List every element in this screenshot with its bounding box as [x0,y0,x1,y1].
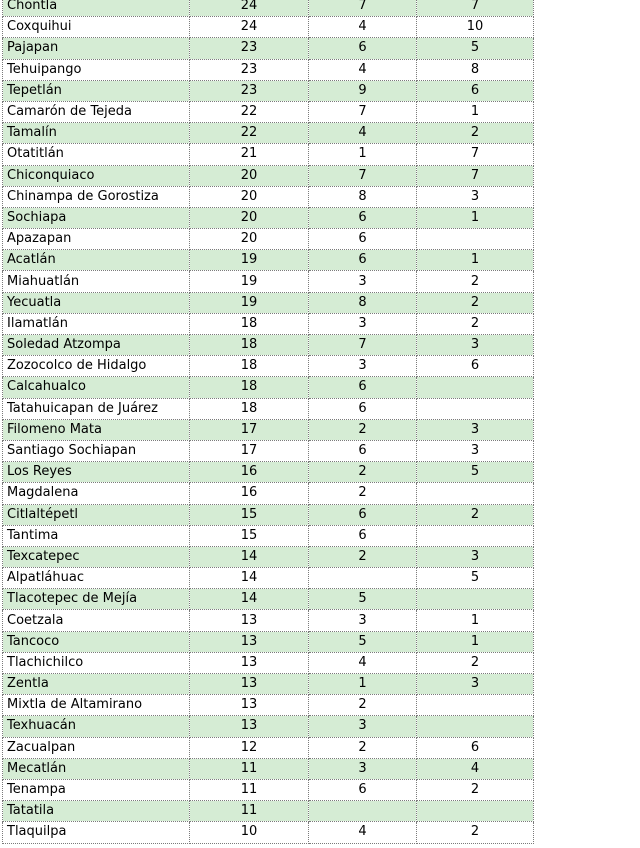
value-cell-1: 15 [190,525,309,546]
value-cell-2: 2 [309,737,417,758]
value-cell-2: 6 [309,440,417,461]
value-cell-3: 7 [417,0,534,17]
table-row [3,59,534,80]
value-cell-3 [417,229,534,250]
value-cell-3: 7 [417,165,534,186]
value-cell-2: 3 [309,356,417,377]
value-cell-3: 2 [417,313,534,334]
municipality-cell: Ilamatlán [3,313,190,334]
table-row [3,779,534,800]
value-cell-3: 5 [417,568,534,589]
table-row [3,165,534,186]
municipality-cell: Tlachichilco [3,652,190,673]
table-row [3,292,534,313]
value-cell-2: 6 [309,504,417,525]
table-row [3,462,534,483]
municipality-cell: Texcatepec [3,546,190,567]
municipality-cell: Soledad Atzompa [3,335,190,356]
municipality-cell: Tepetlán [3,80,190,101]
value-cell-3 [417,525,534,546]
value-cell-3: 2 [417,292,534,313]
municipality-cell: Apazapan [3,229,190,250]
table-row [3,101,534,122]
table-row [3,801,534,822]
table-row [3,80,534,101]
value-cell-2: 5 [309,631,417,652]
municipality-cell: Magdalena [3,483,190,504]
municipality-cell: Calcahualco [3,377,190,398]
table-row [3,652,534,673]
value-cell-2: 2 [309,483,417,504]
value-cell-1: 11 [190,758,309,779]
value-cell-2: 6 [309,38,417,59]
value-cell-3: 1 [417,610,534,631]
table-row [3,440,534,461]
value-cell-3 [417,801,534,822]
municipality-cell: Tancoco [3,631,190,652]
value-cell-3 [417,695,534,716]
municipality-cell: Pajapan [3,38,190,59]
table-row [3,335,534,356]
value-cell-2: 1 [309,144,417,165]
municipality-cell: Santiago Sochiapan [3,440,190,461]
table-row [3,695,534,716]
value-cell-3: 2 [417,779,534,800]
value-cell-2: 1 [309,674,417,695]
value-cell-3 [417,589,534,610]
municipality-cell: Alpatláhuac [3,568,190,589]
value-cell-1: 20 [190,186,309,207]
value-cell-1: 23 [190,38,309,59]
value-cell-3: 3 [417,440,534,461]
value-cell-3: 2 [417,504,534,525]
municipality-cell: Filomeno Mata [3,419,190,440]
value-cell-1: 12 [190,737,309,758]
value-cell-3: 2 [417,822,534,843]
value-cell-2: 6 [309,779,417,800]
municipality-cell: Tlaquilpa [3,822,190,843]
value-cell-1: 13 [190,674,309,695]
municipality-cell: Coxquihui [3,17,190,38]
value-cell-3: 1 [417,101,534,122]
municipality-cell: Camarón de Tejeda [3,101,190,122]
value-cell-2: 6 [309,229,417,250]
value-cell-2: 4 [309,123,417,144]
municipality-cell: Tatatila [3,801,190,822]
value-cell-1: 17 [190,440,309,461]
value-cell-1: 20 [190,207,309,228]
municipality-cell: Mixtla de Altamirano [3,695,190,716]
value-cell-3: 5 [417,462,534,483]
value-cell-1: 14 [190,546,309,567]
value-cell-2: 9 [309,80,417,101]
municipality-cell: Los Reyes [3,462,190,483]
table-row [3,398,534,419]
value-cell-1: 13 [190,631,309,652]
value-cell-2: 7 [309,165,417,186]
table-row [3,758,534,779]
value-cell-2: 7 [309,101,417,122]
value-cell-1: 14 [190,568,309,589]
value-cell-1: 22 [190,123,309,144]
value-cell-2: 6 [309,377,417,398]
municipality-cell: Tenampa [3,779,190,800]
municipality-cell: Tehuipango [3,59,190,80]
value-cell-3: 2 [417,123,534,144]
value-cell-1: 14 [190,589,309,610]
value-cell-2: 4 [309,17,417,38]
value-cell-3: 3 [417,674,534,695]
value-cell-2: 2 [309,462,417,483]
value-cell-1: 18 [190,356,309,377]
value-cell-3 [417,398,534,419]
table-row [3,737,534,758]
table-row [3,144,534,165]
value-cell-3: 3 [417,335,534,356]
table-row [3,525,534,546]
value-cell-1: 24 [190,0,309,17]
value-cell-2: 2 [309,695,417,716]
value-cell-3: 6 [417,80,534,101]
value-cell-3 [417,483,534,504]
table-row [3,229,534,250]
value-cell-3: 2 [417,652,534,673]
municipality-cell: Otatitlán [3,144,190,165]
municipality-cell: Chontla [3,0,190,17]
value-cell-2: 4 [309,59,417,80]
value-cell-3: 3 [417,546,534,567]
table-row [3,250,534,271]
value-cell-2: 4 [309,652,417,673]
table-row [3,546,534,567]
value-cell-2: 6 [309,207,417,228]
table-row [3,589,534,610]
value-cell-2: 3 [309,313,417,334]
table-body [3,0,534,843]
value-cell-3: 1 [417,631,534,652]
table-row [3,17,534,38]
value-cell-2: 3 [309,758,417,779]
value-cell-3: 6 [417,737,534,758]
municipality-cell: Texhuacán [3,716,190,737]
table-row [3,568,534,589]
value-cell-1: 21 [190,144,309,165]
value-cell-2: 2 [309,419,417,440]
value-cell-1: 13 [190,652,309,673]
table-row [3,313,534,334]
value-cell-1: 13 [190,695,309,716]
value-cell-1: 24 [190,17,309,38]
municipality-cell: Chinampa de Gorostiza [3,186,190,207]
value-cell-1: 23 [190,80,309,101]
table-row [3,483,534,504]
table-row [3,631,534,652]
municipality-cell: Coetzala [3,610,190,631]
table-row [3,0,534,17]
value-cell-1: 23 [190,59,309,80]
municipality-cell: Acatlán [3,250,190,271]
value-cell-1: 13 [190,716,309,737]
value-cell-3 [417,716,534,737]
value-cell-3: 5 [417,38,534,59]
value-cell-2: 5 [309,589,417,610]
table-row [3,419,534,440]
value-cell-1: 13 [190,610,309,631]
value-cell-1: 19 [190,271,309,292]
value-cell-1: 18 [190,398,309,419]
value-cell-2: 3 [309,610,417,631]
municipality-cell: Sochiapa [3,207,190,228]
municipality-cell: Citlaltépetl [3,504,190,525]
value-cell-1: 18 [190,377,309,398]
table-row [3,38,534,59]
value-cell-1: 18 [190,313,309,334]
municipality-cell: Zozocolco de Hidalgo [3,356,190,377]
table-row [3,356,534,377]
value-cell-2: 8 [309,292,417,313]
value-cell-1: 16 [190,483,309,504]
municipality-cell: Tamalín [3,123,190,144]
value-cell-2 [309,568,417,589]
value-cell-1: 11 [190,801,309,822]
value-cell-3: 6 [417,356,534,377]
value-cell-1: 15 [190,504,309,525]
municipality-cell: Tantima [3,525,190,546]
municipality-cell: Yecuatla [3,292,190,313]
value-cell-3: 3 [417,186,534,207]
value-cell-1: 16 [190,462,309,483]
table-row [3,822,534,843]
table-row [3,610,534,631]
municipality-table [2,0,534,844]
value-cell-3: 1 [417,250,534,271]
value-cell-1: 19 [190,250,309,271]
value-cell-1: 17 [190,419,309,440]
value-cell-1: 20 [190,165,309,186]
value-cell-3: 10 [417,17,534,38]
value-cell-3: 7 [417,144,534,165]
value-cell-3: 8 [417,59,534,80]
value-cell-2: 3 [309,271,417,292]
municipality-cell: Zentla [3,674,190,695]
value-cell-1: 10 [190,822,309,843]
table-row [3,207,534,228]
table-row [3,123,534,144]
value-cell-1: 22 [190,101,309,122]
value-cell-2: 6 [309,398,417,419]
table-row [3,186,534,207]
value-cell-3: 1 [417,207,534,228]
value-cell-2: 6 [309,525,417,546]
value-cell-2: 3 [309,716,417,737]
table-row [3,271,534,292]
municipality-cell: Mecatlán [3,758,190,779]
value-cell-2 [309,801,417,822]
value-cell-2: 8 [309,186,417,207]
value-cell-3: 2 [417,271,534,292]
municipality-cell: Tlacotepec de Mejía [3,589,190,610]
value-cell-2: 2 [309,546,417,567]
table-row [3,377,534,398]
value-cell-2: 6 [309,250,417,271]
value-cell-1: 20 [190,229,309,250]
value-cell-1: 11 [190,779,309,800]
value-cell-2: 7 [309,335,417,356]
municipality-cell: Miahuatlán [3,271,190,292]
municipality-cell: Zacualpan [3,737,190,758]
value-cell-2: 7 [309,0,417,17]
municipality-cell: Tatahuicapan de Juárez [3,398,190,419]
value-cell-1: 18 [190,335,309,356]
municipality-cell: Chiconquiaco [3,165,190,186]
table-row [3,504,534,525]
table-row [3,716,534,737]
value-cell-1: 19 [190,292,309,313]
table-row [3,674,534,695]
value-cell-3: 4 [417,758,534,779]
value-cell-2: 4 [309,822,417,843]
value-cell-3 [417,377,534,398]
value-cell-3: 3 [417,419,534,440]
